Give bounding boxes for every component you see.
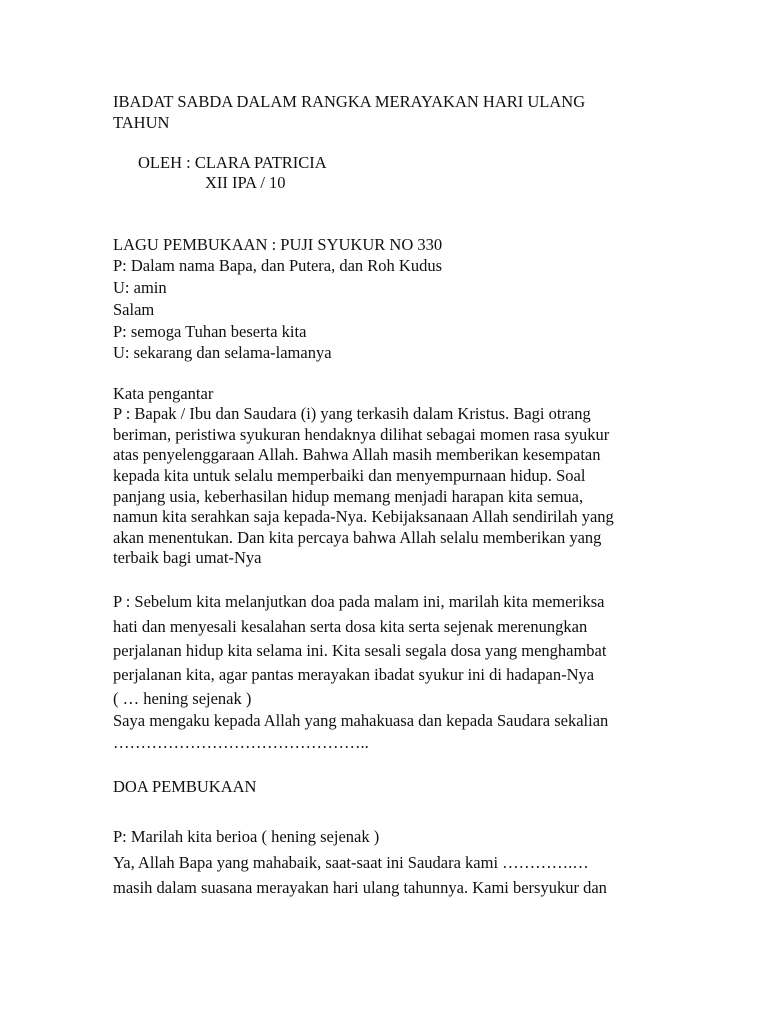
intro-line: terbaik bagi umat-Nya [113, 548, 262, 567]
examen-line: ( … hening sejenak ) [113, 689, 252, 708]
examen-line: ……………………………………….. [113, 733, 369, 752]
document-title-line-2: TAHUN [113, 113, 170, 132]
class-line: XII IPA / 10 [205, 173, 286, 192]
examen-line: hati dan menyesali kesalahan serta dosa kita serta sejenak merenungkan [113, 617, 588, 636]
prayer-line: Ya, Allah Bapa yang mahabaik, saat-saat ini Saudara kami ………….… [113, 853, 589, 872]
intro-heading: Kata pengantar [113, 384, 214, 403]
liturgy-line: P: semoga Tuhan beserta kita [113, 322, 307, 341]
intro-line: P : Bapak / Ibu dan Saudara (i) yang terkasih dalam Kristus. Bagi otrang [113, 404, 591, 423]
document-title-line-1: IBADAT SABDA DALAM RANGKA MERAYAKAN HARI ULANG [113, 92, 586, 111]
prayer-line: masih dalam suasana merayakan hari ulang tahunnya. Kami bersyukur dan [113, 878, 607, 897]
author-line: OLEH : CLARA PATRICIA [138, 153, 327, 172]
liturgy-line: U: amin [113, 278, 167, 297]
intro-line: akan menentukan. Dan kita percaya bahwa Allah selalu memberikan yang [113, 528, 602, 547]
intro-line: panjang usia, keberhasilan hidup memang menjadi harapan kita semua, [113, 487, 584, 506]
intro-line: kepada kita untuk selalu memperbaiki dan menyempurnaan hidup. Soal [113, 466, 586, 485]
prayer-heading: DOA PEMBUKAAN [113, 777, 257, 796]
intro-line: beriman, peristiwa syukuran hendaknya dilihat sebagai momen rasa syukur [113, 425, 610, 444]
examen-line: P : Sebelum kita melanjutkan doa pada malam ini, marilah kita memeriksa [113, 592, 605, 611]
examen-line: Saya mengaku kepada Allah yang mahakuasa dan kepada Saudara sekalian [113, 711, 609, 730]
liturgy-line: Salam [113, 300, 155, 319]
examen-line: perjalanan hidup kita selama ini. Kita sesali segala dosa yang menghambat [113, 641, 607, 660]
intro-line: namun kita serahkan saja kepada-Nya. Kebijaksanaan Allah sendirilah yang [113, 507, 614, 526]
liturgy-line: U: sekarang dan selama-lamanya [113, 343, 332, 362]
intro-line: atas penyelenggaraan Allah. Bahwa Allah masih memberikan kesempatan [113, 445, 601, 464]
liturgy-line: P: Dalam nama Bapa, dan Putera, dan Roh Kudus [113, 256, 443, 275]
prayer-line: P: Marilah kita berioa ( hening sejenak ) [113, 827, 380, 846]
examen-line: perjalanan kita, agar pantas merayakan ibadat syukur ini di hadapan-Nya [113, 665, 595, 684]
opening-song: LAGU PEMBUKAAN : PUJI SYUKUR NO 330 [113, 235, 443, 254]
